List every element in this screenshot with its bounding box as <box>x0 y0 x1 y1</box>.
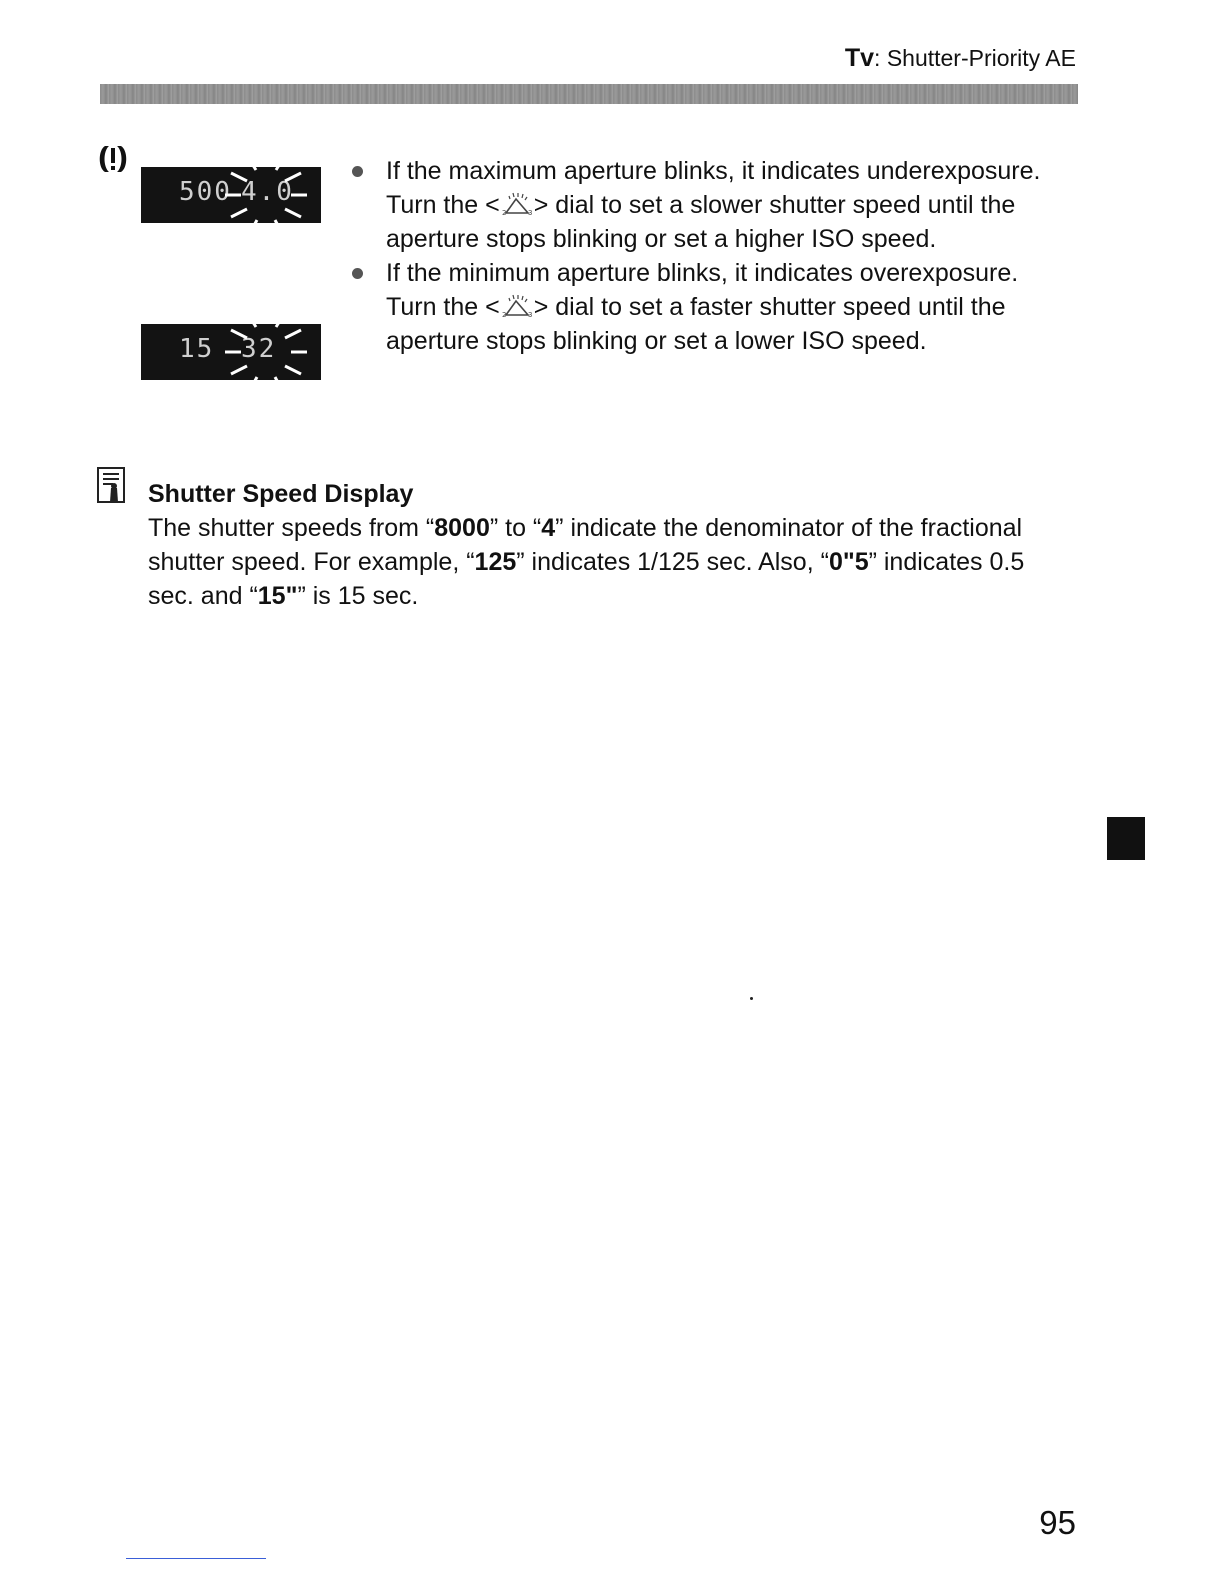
note-text: ” indicate the denominator of the fractional shutter speed. For example, “ <box>148 514 1023 576</box>
bullet-condition-text: If the maximum aperture blinks, it indicates underexposure. <box>386 157 1041 185</box>
action-suffix: > dial to set a slower shutter speed until the aperture stops blinking or set a higher ISO speed. <box>386 191 1016 253</box>
note-title: Shutter Speed Display <box>148 480 414 508</box>
footer-line <box>126 1558 266 1559</box>
svg-text:2: 2 <box>501 209 507 217</box>
action-prefix: Turn the < <box>386 191 500 219</box>
note-text: The shutter speeds from “ <box>148 514 435 542</box>
svg-text:3: 3 <box>527 311 533 319</box>
svg-text:2: 2 <box>501 311 507 319</box>
lcd-shutter-value: 500 <box>179 177 232 207</box>
chapter-thumb-tab <box>1107 817 1145 860</box>
page-header-title <box>845 44 1076 73</box>
action-prefix: Turn the < <box>386 293 500 321</box>
list-item <box>350 154 1050 256</box>
bullet-action-text <box>386 188 1050 256</box>
svg-text:3: 3 <box>527 209 533 217</box>
note-emphasis: 8000 <box>434 514 490 542</box>
main-dial-icon <box>500 191 534 217</box>
page-number: 95 <box>1039 1504 1076 1541</box>
mode-label: Tv <box>844 44 875 72</box>
lcd-shutter-value: 15 <box>179 334 215 364</box>
header-separator: : <box>874 45 881 71</box>
main-dial-icon <box>500 293 534 319</box>
note-emphasis: 0"5 <box>828 548 869 576</box>
note-emphasis: 15" <box>257 582 298 610</box>
header-section-title: Shutter-Priority AE <box>886 45 1076 71</box>
note-text: ” to “ <box>489 514 542 542</box>
bullet-icon <box>352 166 363 177</box>
note-text: ” indicates 1/125 sec. Also, “ <box>516 548 829 576</box>
note-emphasis: 125 <box>474 548 517 576</box>
caution-icon <box>96 142 130 176</box>
note-icon <box>96 466 128 504</box>
scan-speck <box>750 997 753 1000</box>
lcd-aperture-value: 32 <box>241 334 277 364</box>
lcd-aperture-value: 4.0 <box>241 177 294 207</box>
action-suffix: > dial to set a faster shutter speed until the aperture stops blinking or set a lower ISO speed. <box>386 293 1006 355</box>
blink-indicator-icon <box>221 153 311 237</box>
bullet-action-text <box>386 290 1050 358</box>
blink-indicator-icon <box>221 310 311 394</box>
note-text: ” is 15 sec. <box>297 582 419 610</box>
exposure-warning-list <box>350 154 1050 358</box>
note-body <box>148 511 1068 613</box>
lcd-display-underexposure <box>141 167 321 223</box>
note-emphasis: 4 <box>541 514 556 542</box>
bullet-icon <box>352 268 363 279</box>
header-bar <box>100 84 1078 104</box>
shutter-speed-display-note <box>148 477 1068 613</box>
lcd-display-overexposure <box>141 324 321 380</box>
list-item <box>350 256 1050 358</box>
note-text: ” indicates 0.5 sec. and “ <box>148 548 1025 610</box>
bullet-condition-text: If the minimum aperture blinks, it indicates overexposure. <box>386 259 1019 287</box>
